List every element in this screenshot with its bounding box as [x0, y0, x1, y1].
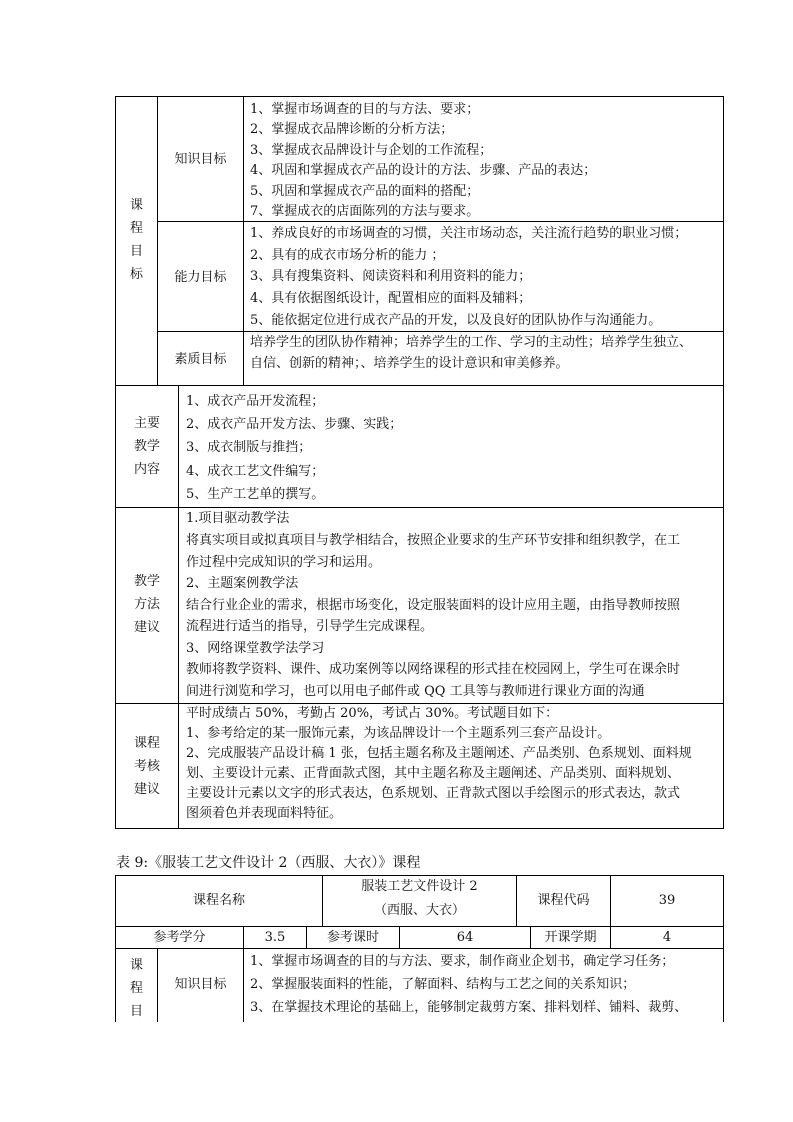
- semester-value: 4: [662, 930, 672, 945]
- assessment-label: 课程 考核 建议: [133, 736, 160, 797]
- course-goals-label-2: 课 程 目: [129, 958, 143, 1019]
- list-item: 7、掌握成衣的店面陈列的方法与要求。: [250, 204, 480, 219]
- list-item: 5、能依据定位进行成衣产品的开发，以及良好的团队协作与沟通能力。: [250, 313, 662, 328]
- list-item: 1、掌握市场调查的目的与方法、要求；: [250, 102, 480, 117]
- list-item: 1、成衣产品开发流程；: [186, 394, 325, 409]
- ability-goals-label: 能力目标: [174, 270, 227, 285]
- teaching-method-label: 教学 方法 建议: [133, 574, 160, 635]
- hours-value: 64: [456, 930, 474, 945]
- semester-label: 开课学期: [544, 930, 597, 945]
- list-item: 2、成衣产品开发方法、步骤、实践；: [186, 417, 403, 432]
- credits-label: 参考学分: [153, 930, 206, 945]
- course-code-value: 39: [658, 893, 676, 908]
- list-item: 4、具有依据图纸设计，配置相应的面料及辅料；: [250, 291, 532, 306]
- course-goals-label: 课 程 目 标: [129, 198, 143, 282]
- list-item: 4、成衣工艺文件编写；: [186, 464, 325, 479]
- list-item: 1、掌握市场调查的目的与方法、要求，制作商业企划书，确定学习任务；: [250, 954, 675, 969]
- main-content-label: 主要 教学 内容: [133, 416, 160, 477]
- hours-label: 参考课时: [326, 930, 379, 945]
- list-item: 2、掌握成衣品牌诊断的分析方法；: [250, 122, 454, 137]
- list-item: 5、生产工艺单的撰写。: [186, 487, 325, 502]
- list-item: 3、掌握成衣品牌设计与企划的工作流程；: [250, 143, 493, 158]
- list-item: 2、具有的成衣市场分析的能力 ；: [250, 248, 445, 263]
- quality-goals-label: 素质目标: [174, 352, 227, 367]
- list-item: 4、巩固和掌握成衣产品的设计的方法、步骤、产品的表达；: [250, 163, 597, 178]
- list-item: 2、掌握服装面料的性能，了解面料、结构与工艺之间的关系知识；: [250, 977, 636, 992]
- credits-value: 3.5: [264, 930, 286, 945]
- list-item: 3、成衣制版与推挡；: [186, 440, 312, 455]
- course-name-label: 课程名称: [192, 893, 245, 908]
- list-item: 5、巩固和掌握成衣产品的面料的搭配；: [250, 184, 480, 199]
- table-caption: 表 9:《服装工艺文件设计 2（西服、大衣）》课程: [116, 855, 421, 871]
- knowledge-goals-label: 知识目标: [174, 152, 227, 167]
- knowledge-goals-label-2: 知识目标: [174, 977, 227, 992]
- course-code-label: 课程代码: [537, 893, 590, 908]
- list-item: 3、具有搜集资料、阅读资料和利用资料的能力；: [250, 269, 532, 284]
- list-item: 3、在掌握技术理论的基础上，能够制定裁剪方案、排料划样、铺料、裁剪、: [250, 1000, 688, 1015]
- list-item: 1、养成良好的市场调查的习惯，关注市场动态，关注流行趋势的职业习惯；: [250, 226, 688, 241]
